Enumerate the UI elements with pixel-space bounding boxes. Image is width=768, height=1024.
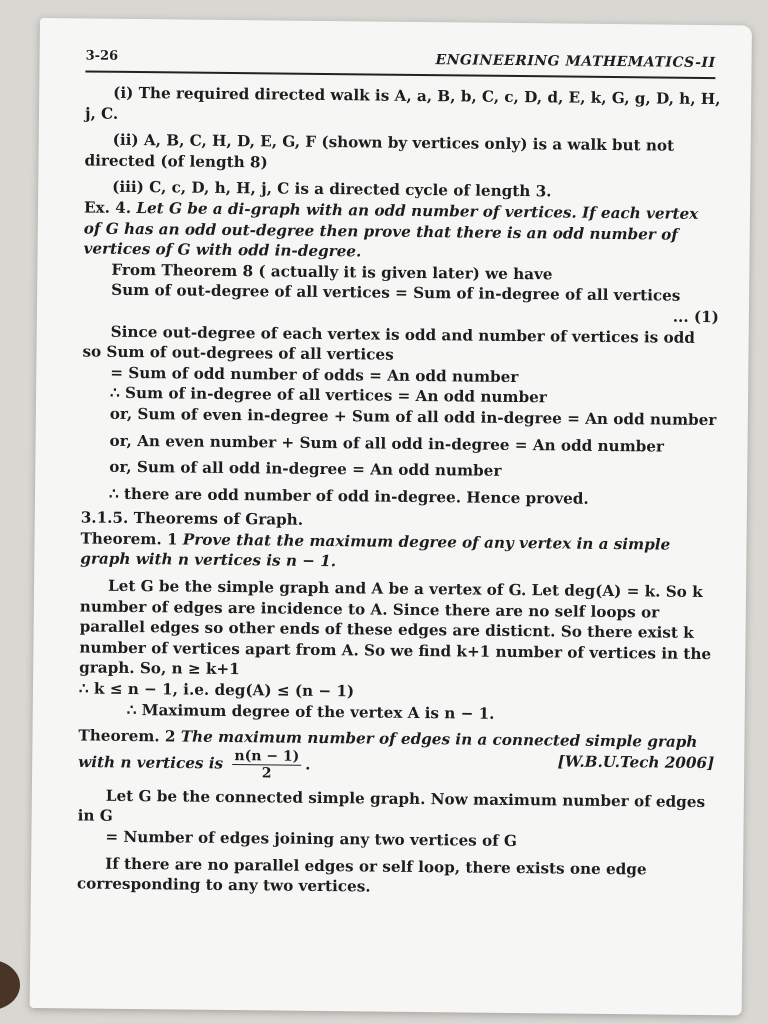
item-i: (i) The required directed walk is A, a, B, b, C, c, D, d, E, k, G, g, D, h, H, j, C. [84, 83, 721, 123]
theorem-1-proof: Let G be the simple graph and A be a vertex of G. Let deg(A) = k. So k number of edges are incidence to A. Since there are no self loops or parallel edges so other ends of these edges are disticnt. So there exist k number of vertices apart from A. So we find k+1 number of vertices in the graph. So, n ≥ k+1 [79, 576, 712, 679]
edge-count-fraction [232, 748, 301, 782]
running-title: ENGINEERING MATHEMATICS-II [435, 52, 716, 72]
proof-line-9: ∴ there are odd number of odd in-degree. Hence proved. [108, 484, 589, 508]
example-4-label: Ex. 4. [83, 198, 132, 217]
theorem-2-statement: The maximum number of edges in a connected simple graph with n vertices is [78, 727, 698, 773]
proof-line-2: Sum of out-degree of all vertices = Sum of in-degree of all vertices [111, 281, 681, 306]
theorem-2-line-2: = Number of edges joining any two vertices of G [105, 827, 518, 851]
finger-shadow [0, 960, 20, 1010]
theorem-2-line-3: If there are no parallel edges or self loop, there exists one edge corresponding to any two vertices. [76, 854, 647, 896]
theorem-1-line-3: ∴ Maximum degree of the vertex A is n − 1. [126, 700, 495, 723]
item-iii: (iii) C, c, D, h, H, j, C is a directed cycle of length 3. [112, 178, 552, 201]
theorem-2-label: Theorem. 2 [78, 726, 176, 746]
theorem-1-label: Theorem. 1 [80, 529, 178, 549]
section-heading: 3.1.5. Theorems of Graph. [80, 508, 304, 530]
page-body [77, 82, 721, 900]
proof-line-3: Since out-degree of each vertex is odd and number of vertices is odd so Sum of out-degrees of all vertices [82, 322, 696, 364]
equation-number-1: ... (1) [672, 307, 719, 327]
theorem-1-line-2: ∴ k ≤ n − 1, i.e. deg(A) ≤ (n − 1) [78, 679, 355, 701]
book-page [30, 18, 752, 1015]
proof-line-4: = Sum of odd number of odds = An odd number [110, 363, 519, 386]
theorem-2: Theorem. 2 The maximum number of edges in a connected simple graph with n vertices is $\frac{n(n - 1)}{2}$ . [W.B.U.Tech 2006] [78, 726, 715, 782]
proof-line-5: ∴ Sum of in-degree of all vertices = An odd number [109, 384, 547, 407]
item-ii: (ii) A, B, C, H, D, E, G, F (shown by vertices only) is a walk but not directed (of length 8) [84, 130, 675, 172]
proof-line-6: or, Sum of even in-degree + Sum of all odd in-degree = An odd number [109, 404, 717, 430]
theorem-1-statement: Prove that the maximum degree of any vertex in a simple graph with n vertices is n − 1. [80, 530, 671, 571]
exam-reference: [W.B.U.Tech 2006] [557, 752, 715, 772]
proof-line-7: or, An even number + Sum of all odd in-degree = An odd number [109, 431, 665, 456]
fraction-denominator: 2 [261, 765, 272, 782]
page-number: 3-26 [85, 48, 119, 64]
theorem-2-proof: Let G be the connected simple graph. Now maximum number of edges in G [77, 786, 706, 826]
theorem-1 [80, 528, 716, 576]
example-4 [83, 197, 720, 265]
proof-line-1: From Theorem 8 ( actually it is given later) we have [111, 260, 553, 284]
example-4-statement: Let G be a di-graph with an odd number of vertices. If each vertex of G has an odd out-degree then prove that there is an odd number of vertices of G with odd in-degree. [83, 198, 699, 261]
proof-line-8: or, Sum of all odd in-degree = An odd number [109, 457, 502, 480]
fraction-numerator: n(n − 1) [232, 748, 301, 766]
